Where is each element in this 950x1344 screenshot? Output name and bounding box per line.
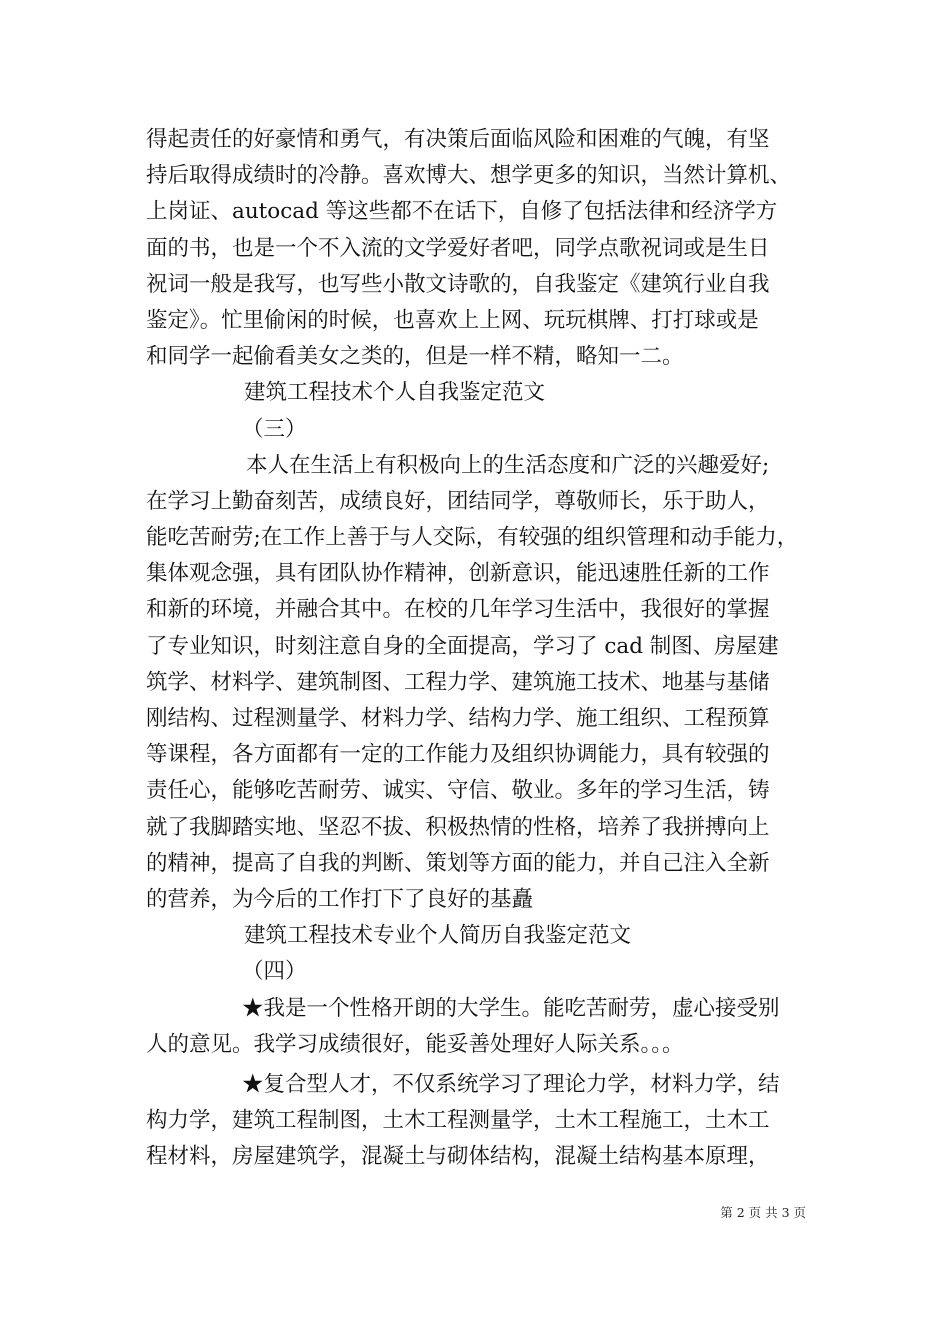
text-line: 就了我脚踏实地、坚忍不拔、积极热情的性格，培养了我拼搏向上 xyxy=(146,814,770,840)
text-line: 筑学、材料学、建筑制图、工程力学、建筑施工技术、地基与基储 xyxy=(146,669,770,695)
text-line: 持后取得成绩时的冷静。喜欢博大、想学更多的知识，当然计算机、 xyxy=(146,163,792,189)
text-line: 刚结构、过程测量学、材料力学、结构力学、施工组织、工程预算 xyxy=(146,706,770,731)
text-line: 责任心，能够吃苦耐劳、诚实、守信、敬业。多年的学习生活，铸 xyxy=(146,778,770,804)
text-line: 面的书，也是一个不入流的文学爱好者吧，同学点歌祝词或是生日 xyxy=(146,235,770,261)
text-line: 集体观念强，具有团队协作精神，创新意识，能迅速胜任新的工作 xyxy=(146,561,770,587)
paragraph-section-3 xyxy=(146,448,826,918)
text-line: 了专业知识，时刻注意自身的全面提高，学习了 cad 制图、房屋建 xyxy=(146,633,779,659)
text-line: 上岗证、autocad 等这些都不在话下，自修了包括法律和经济学方 xyxy=(146,199,778,225)
section-number-3: （三） xyxy=(242,416,307,442)
text-line: 本人在生活上有积极向上的生活态度和广泛的兴趣爱好; xyxy=(246,452,770,478)
paragraph-star-1 xyxy=(146,991,826,1063)
text-line: 人的意见。我学习成绩很好，能妥善处理好人际关系。。。 xyxy=(146,1031,684,1057)
text-line: 鉴定》。忙里偷闲的时候，也喜欢上上网、玩玩棋牌、打打球或是 xyxy=(146,307,759,333)
section-number-4: （四） xyxy=(242,959,307,985)
text-line: 的精神，提高了自我的判断、策划等方面的能力，并自己注入全新 xyxy=(146,850,770,876)
text-line: 和同学一起偷看美女之类的，但是一样不精，略知一二。 xyxy=(146,344,684,370)
section-title-4: 建筑工程技术专业个人简历自我鉴定范文 xyxy=(244,923,632,949)
text-line: 在学习上勤奋刻苦，成绩良好，团结同学，尊敬师长，乐于助人， xyxy=(146,488,770,514)
text-line: 得起责任的好豪情和勇气，有决策后面临风险和困难的气魄，有坚 xyxy=(146,127,770,152)
paragraph-continuation xyxy=(146,122,826,375)
text-line: 的营养，为今后的工作打下了良好的基矗 xyxy=(146,886,534,912)
text-line: 和新的环境，并融合其中。在校的几年学习生活中，我很好的掌握 xyxy=(146,597,770,623)
text-line: 构力学，建筑工程制图，土木工程测量学，土木工程施工，土木工 xyxy=(146,1108,770,1134)
text-line: 祝词一般是我写，也写些小散文诗歌的，自我鉴定《建筑行业自我 xyxy=(146,271,770,297)
text-line: 等课程，各方面都有一定的工作能力及组织协调能力，具有较强的 xyxy=(146,742,770,768)
page-footer: 第 2 页 共 3 页 xyxy=(720,1205,806,1220)
text-line: ★复合型人才，不仅系统学习了理论力学，材料力学，结 xyxy=(242,1071,780,1097)
text-line: ★我是一个性格开朗的大学生。能吃苦耐劳，虚心接受别 xyxy=(242,995,780,1021)
text-line: 程材料，房屋建筑学，混凝土与砌体结构，混凝土结构基本原理， xyxy=(146,1144,770,1170)
paragraph-star-2 xyxy=(146,1067,826,1176)
section-title-3: 建筑工程技术个人自我鉴定范文 xyxy=(244,380,546,406)
document-body xyxy=(146,122,826,1175)
text-line: 能吃苦耐劳;在工作上善于与人交际，有较强的组织管理和动手能力， xyxy=(146,525,799,551)
